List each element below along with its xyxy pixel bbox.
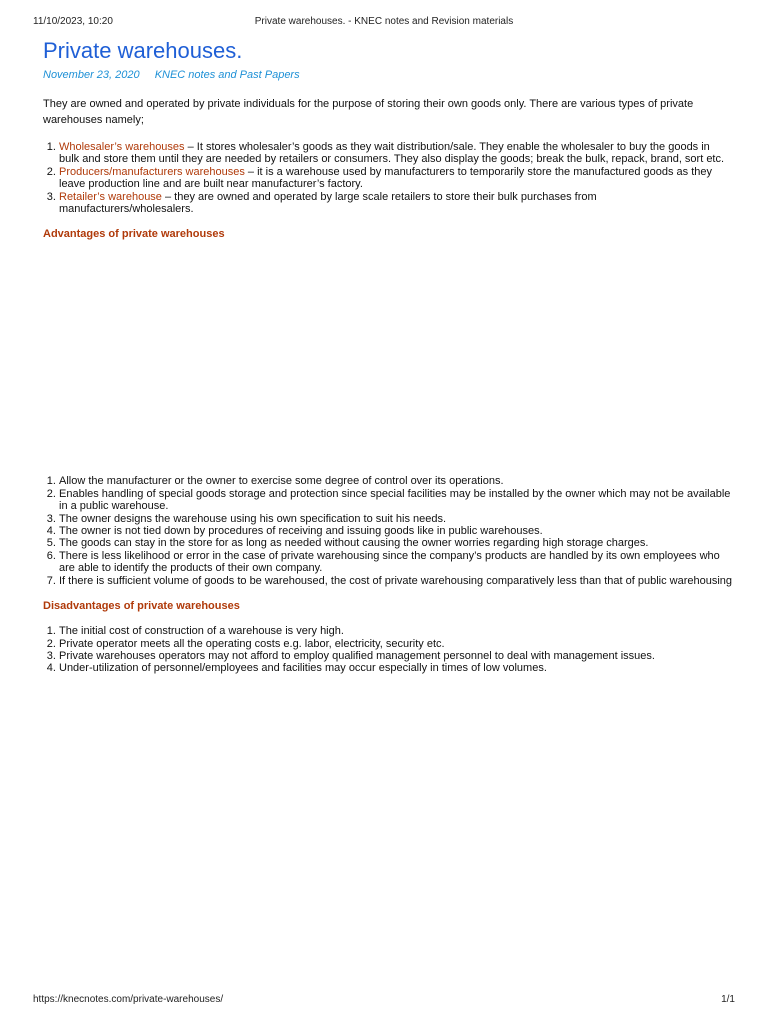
disadvantages-heading: Disadvantages of private warehouses xyxy=(43,600,240,613)
list-item-text: – it is a warehouse used by manufacturers to temporarily store the manufactured goods as they leave production line and are built near manufacturer’s factory. xyxy=(59,165,713,191)
print-footer xyxy=(33,994,735,1008)
print-header xyxy=(33,16,735,30)
list-item-term: Wholesaler’s warehouses xyxy=(59,141,185,153)
list-item: 1. Allow the manufacturer or the owner to exercise some degree of control over its operations. xyxy=(59,475,733,487)
list-item: 5. The goods can stay in the store for as long as needed without causing the owner worries regarding high storage charges. xyxy=(59,537,733,549)
article xyxy=(43,36,733,675)
list-item-term: Producers/manufacturers warehouses xyxy=(59,165,245,178)
list-item: 4. The owner is not tied down by procedures of receiving and issuing goods like in public warehouses. xyxy=(59,525,733,537)
list-item-text: – It stores wholesaler’s goods as they wait distribution/sale. They enable the wholesaler to buy the goods in bulk and store them until they are needed by retailers or consumers. They also display the goods; break the bulk, repack, brand, sort etc. xyxy=(59,141,725,166)
print-page-number: 1/1 xyxy=(721,994,735,1005)
list-item-term: Retailer’s warehouse xyxy=(59,190,162,203)
list-item xyxy=(59,191,733,216)
list-item-text: – they are owned and operated by large scale retailers to store their bulk purchases from manufacturers/wholesalers. xyxy=(59,190,597,216)
print-url: https://knecnotes.com/private-warehouses/ xyxy=(33,994,224,1005)
list-item xyxy=(59,141,733,166)
post-category-link[interactable]: KNEC notes and Past Papers xyxy=(154,69,300,81)
list-item: 3. The owner designs the warehouse using his own specification to suit his needs. xyxy=(59,513,733,525)
list-item: 2. Private operator meets all the operating costs e.g. labor, electricity, security etc. xyxy=(59,638,733,650)
advantages-heading: Advantages of private warehouses xyxy=(43,228,225,241)
print-doc-title: Private warehouses. - KNEC notes and Revision materials xyxy=(254,16,514,27)
print-datetime: 11/10/2023, 10:20 xyxy=(33,16,113,27)
warehouse-types-list xyxy=(43,141,733,215)
list-item: 1. The initial cost of construction of a warehouse is very high. xyxy=(59,625,733,637)
list-item: 6. There is less likelihood or error in the case of private warehousing since the company’s products are handled by its own employees who are able to identify the products of their own company. xyxy=(59,550,733,575)
list-item: 3. Private warehouses operators may not afford to employ qualified management personnel to deal with management issues. xyxy=(59,650,733,662)
list-item: 4. Under-utilization of personnel/employees and facilities may occur especially in times of low volumes. xyxy=(59,662,733,674)
disadvantages-list xyxy=(43,625,733,675)
list-item: 7. If there is sufficient volume of goods to be warehoused, the cost of private warehousing comparatively less than that of public warehousing xyxy=(59,575,733,587)
list-item xyxy=(59,166,733,191)
intro-paragraph: They are owned and operated by private individuals for the purpose of storing their own goods only. There are various types of private warehouses namely; xyxy=(43,98,694,126)
post-meta xyxy=(43,68,733,82)
page-title: Private warehouses. xyxy=(43,38,243,63)
list-item: 2. Enables handling of special goods storage and protection since special facilities may be installed by the owner which may not be available in a public warehouse. xyxy=(59,488,733,513)
blank-image-area xyxy=(43,241,733,475)
advantages-list xyxy=(43,475,733,587)
post-date-link[interactable]: November 23, 2020 xyxy=(43,69,140,81)
